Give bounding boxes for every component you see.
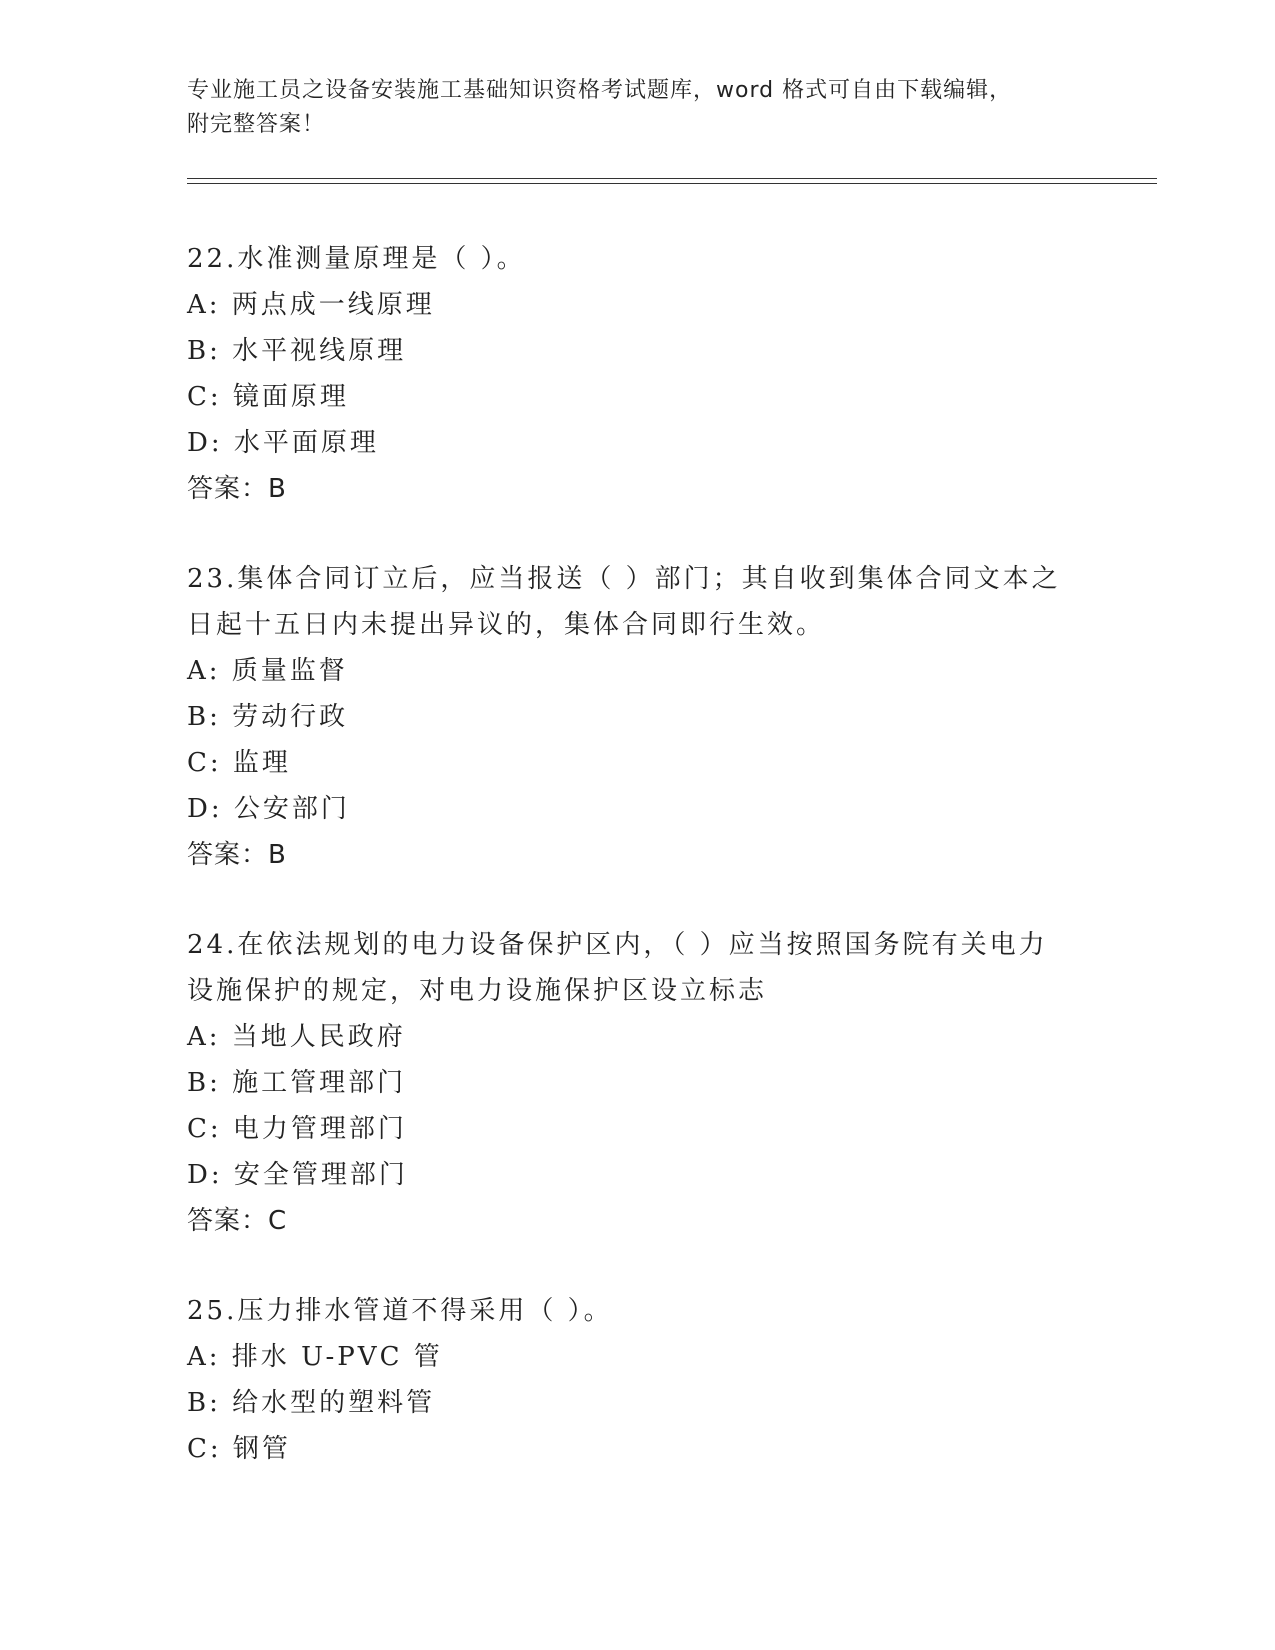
answer-option: D: 公安部门 <box>187 794 350 824</box>
answer-option: A: 质量监督 <box>187 656 348 686</box>
answer-option: C: 电力管理部门 <box>187 1114 407 1144</box>
answer-option: C: 钢管 <box>187 1434 291 1464</box>
answer-option: A: 两点成一线原理 <box>187 290 435 320</box>
answer-key: 答案：B <box>187 840 287 870</box>
question-list <box>187 236 1087 1516</box>
answer-key: 答案：B <box>187 474 287 504</box>
document-header <box>187 74 1087 142</box>
question-block <box>187 236 1087 512</box>
question-stem-line: 24.在依法规划的电力设备保护区内，（ ）应当按照国务院有关电力 <box>187 930 1048 960</box>
header-line-2: 附完整答案！ <box>187 112 326 137</box>
answer-option: B: 施工管理部门 <box>187 1068 407 1098</box>
answer-option: B: 给水型的塑料管 <box>187 1388 436 1418</box>
question-stem-line: 设施保护的规定，对电力设施保护区设立标志 <box>187 976 768 1006</box>
question-stem-line: 日起十五日内未提出异议的，集体合同即行生效。 <box>187 610 826 640</box>
header-line-1: 专业施工员之设备安装施工基础知识资格考试题库，word 格式可自由下载编辑， <box>187 78 1013 103</box>
answer-option: A: 排水 U-PVC 管 <box>187 1342 443 1372</box>
header-divider-top <box>187 178 1157 179</box>
question-block <box>187 922 1087 1244</box>
answer-option: D: 水平面原理 <box>187 428 379 458</box>
question-block <box>187 556 1087 878</box>
answer-option: B: 水平视线原理 <box>187 336 407 366</box>
answer-option: D: 安全管理部门 <box>187 1160 408 1190</box>
answer-key: 答案：C <box>187 1206 288 1236</box>
answer-option: B: 劳动行政 <box>187 702 349 732</box>
answer-option: C: 监理 <box>187 748 291 778</box>
question-block <box>187 1288 1087 1472</box>
answer-option: A: 当地人民政府 <box>187 1022 406 1052</box>
answer-option: C: 镜面原理 <box>187 382 349 412</box>
question-stem-line: 22.水准测量原理是（ ）。 <box>187 244 526 274</box>
question-stem-line: 23.集体合同订立后，应当报送（ ）部门；其自收到集体合同文本之 <box>187 564 1061 594</box>
header-divider-bottom <box>187 183 1157 184</box>
question-stem-line: 25.压力排水管道不得采用（ ）。 <box>187 1296 613 1326</box>
